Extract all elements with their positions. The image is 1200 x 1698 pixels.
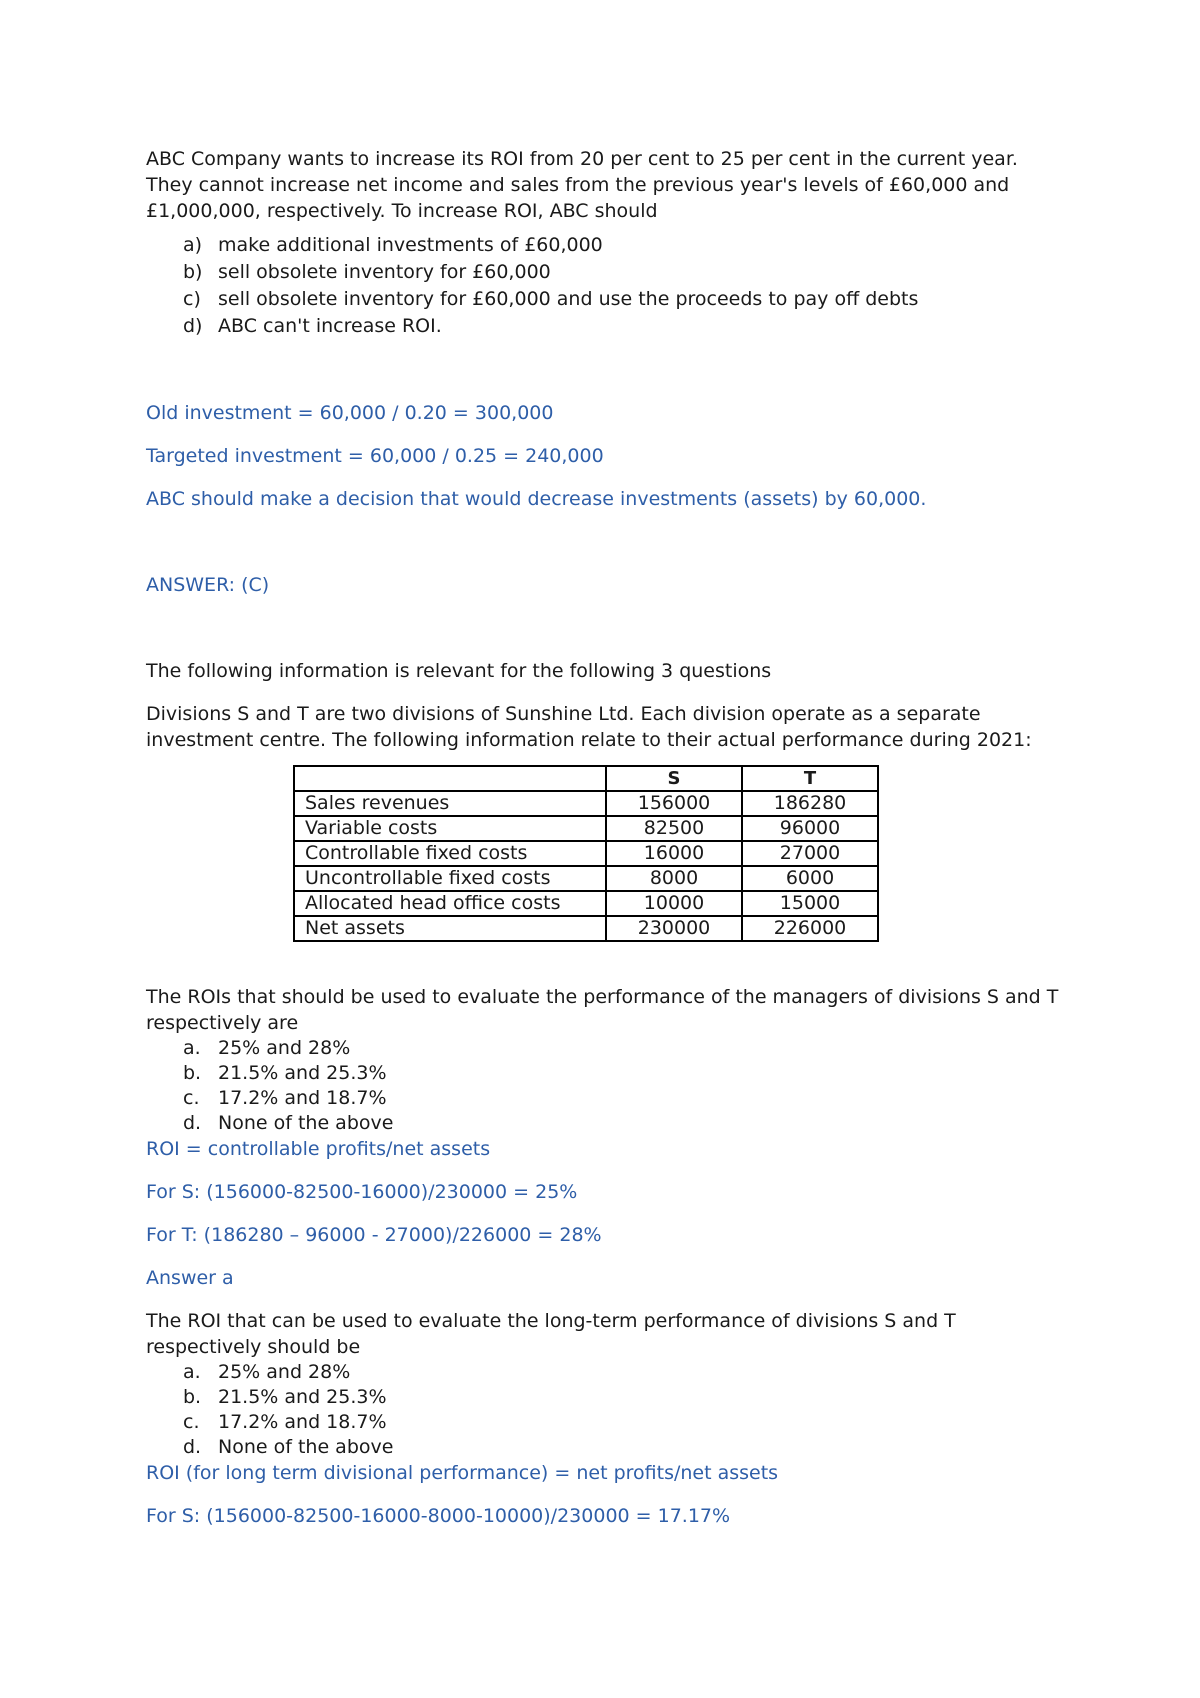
list-item: b. 21.5% and 25.3% [183,1062,387,1084]
table-row [294,916,878,941]
row-label: Variable costs [294,816,606,841]
list-item: a. 25% and 28% [183,1361,351,1383]
list-item: d) ABC can't increase ROI. [183,315,442,337]
q1-working-conclusion: ABC should make a decision that would decrease investments (assets) by 60,000. [146,488,927,510]
row-value-t: 226000 [742,916,878,941]
q1-working-targeted-investment: Targeted investment = 60,000 / 0.25 = 240,000 [146,445,604,467]
q1-working-old-investment: Old investment = 60,000 / 0.20 = 300,000 [146,402,554,424]
list-item: d. None of the above [183,1112,394,1134]
row-label: Controllable fixed costs [294,841,606,866]
q3-options [146,1360,1066,1460]
q1-answer: ANSWER: (C) [146,574,270,596]
list-item: a) make additional investments of £60,000 [183,234,603,256]
q3-calc-s: For S: (156000-82500-16000-8000-10000)/230000 = 17.17% [146,1505,731,1527]
row-value-t: 15000 [742,891,878,916]
list-item: d. None of the above [183,1436,394,1458]
row-value-t: 96000 [742,816,878,841]
list-item: a. 25% and 28% [183,1037,351,1059]
list-item: c. 17.2% and 18.7% [183,1087,387,1109]
q2-calc-t: For T: (186280 – 96000 - 27000)/226000 = 28% [146,1224,602,1246]
table-header-row [294,766,878,791]
table-header-s: S [606,766,742,791]
q2-calc-s: For S: (156000-82500-16000)/230000 = 25% [146,1181,578,1203]
table-row [294,891,878,916]
q2-stem: The ROIs that should be used to evaluate the performance of the managers of divisions S and T respectively are [146,986,1059,1034]
q1-options [146,232,1066,340]
intro-line: The following information is relevant for the following 3 questions [146,660,772,682]
row-label: Sales revenues [294,791,606,816]
list-item: b. 21.5% and 25.3% [183,1386,387,1408]
q3-formula: ROI (for long term divisional performance) = net profits/net assets [146,1462,779,1484]
list-item: c) sell obsolete inventory for £60,000 and use the proceeds to pay off debts [183,288,919,310]
row-value-s: 10000 [606,891,742,916]
q1-stem: ABC Company wants to increase its ROI from 20 per cent to 25 per cent in the current year. They cannot increase net income and sales from the previous year's levels of £60,000 and £1,000,000, respectively. To increase ROI, ABC should [146,148,1018,222]
row-value-s: 230000 [606,916,742,941]
row-value-t: 27000 [742,841,878,866]
row-value-t: 186280 [742,791,878,816]
q3-stem: The ROI that can be used to evaluate the long-term performance of divisions S and T respectively should be [146,1310,956,1358]
row-value-s: 8000 [606,866,742,891]
table-row [294,866,878,891]
q2-options [146,1036,1066,1136]
document-page [146,146,1066,1529]
intro-divisions: Divisions S and T are two divisions of Sunshine Ltd. Each division operate as a separate investment centre. The following information relate to their actual performance during 2021: [146,703,1032,751]
row-value-s: 16000 [606,841,742,866]
row-value-s: 82500 [606,816,742,841]
q2-answer: Answer a [146,1267,234,1289]
row-label: Allocated head office costs [294,891,606,916]
table-header-t: T [742,766,878,791]
list-item: c. 17.2% and 18.7% [183,1411,387,1433]
table-row [294,841,878,866]
performance-table [293,765,879,942]
row-value-s: 156000 [606,791,742,816]
row-value-t: 6000 [742,866,878,891]
row-label: Net assets [294,916,606,941]
table-header-blank [294,766,606,791]
table-row [294,816,878,841]
list-item: b) sell obsolete inventory for £60,000 [183,261,551,283]
row-label: Uncontrollable fixed costs [294,866,606,891]
table-row [294,791,878,816]
q2-formula: ROI = controllable profits/net assets [146,1138,491,1160]
